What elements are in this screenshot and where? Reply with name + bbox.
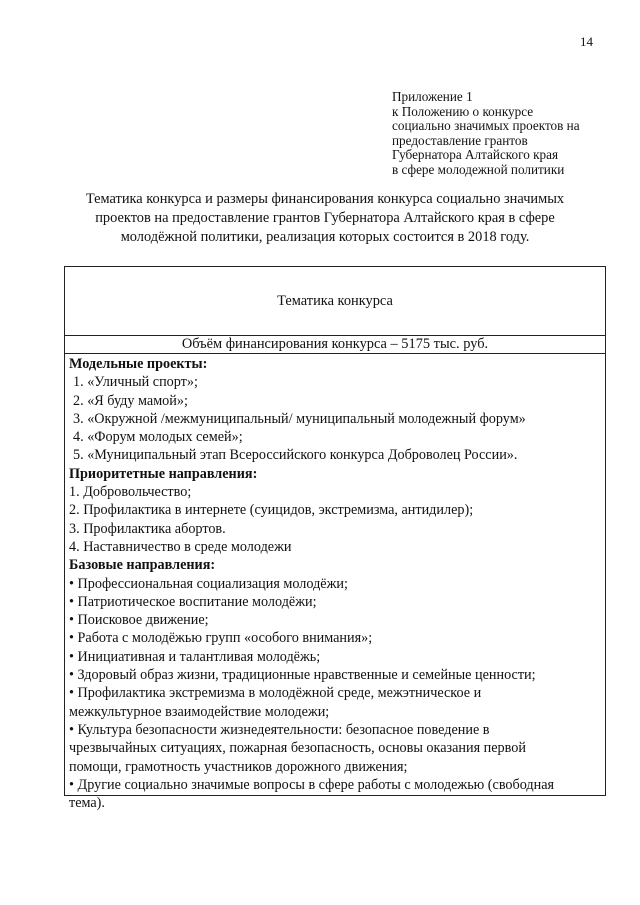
list-item: • Профилактика экстремизма в молодёжной среде, межэтническое и [69,685,482,702]
title-line: проектов на предоставление грантов Губернатора Алтайского края в сфере [95,210,555,226]
list-item: помощи, грамотность участников дорожного движения; [69,758,408,775]
list-item: • Работа с молодёжью групп «особого внимания»; [69,630,373,647]
title-line: Тематика конкурса и размеры финансирования конкурса социально значимых [85,191,565,207]
list-item: чрезвычайных ситуациях, пожарная безопасность, основы оказания первой [69,740,526,757]
appendix-line: Губернатора Алтайского края [392,147,559,163]
appendix-line: Приложение 1 [392,89,473,104]
list-item: 3. «Окружной /межмуниципальный/ муниципальный молодежный форум» [73,410,526,427]
appendix-note [392,90,632,178]
list-item: 4. «Форум молодых семей»; [73,429,243,446]
list-item: • Другие социально значимые вопросы в сфере работы с молодежью (свободная [69,776,555,793]
list-item: 5. «Муниципальный этап Всероссийского конкурса Доброволец России». [73,447,518,464]
table-header [65,267,605,336]
list-item: • Патриотическое воспитание молодёжи; [69,593,317,610]
appendix-line: предоставление грантов [392,132,528,148]
list-item: • Здоровый образ жизни, традиционные нравственные и семейные ценности; [69,667,536,684]
document-title [60,190,590,247]
appendix-line: в сфере молодежной политики [392,161,565,177]
list-item: 2. «Я буду мамой»; [73,392,188,409]
priority-directions-heading: Приоритетные направления: [69,465,258,482]
title-line: молодёжной политики, реализация которых состоится в 2018 году. [120,229,530,245]
page-number: 14 [580,34,593,49]
appendix-line: социально значимых проектов на [392,118,580,134]
list-item: тема). [69,795,105,812]
topics-table [64,266,606,812]
list-item: • Культура безопасности жизнедеятельности: безопасное поведение в [69,721,490,738]
list-item: 1. «Уличный спорт»; [73,374,198,391]
list-item: 3. Профилактика абортов. [69,520,226,537]
list-item: межкультурное взаимодействие молодежи; [69,703,330,720]
list-item: • Поисковое движение; [69,612,209,629]
list-item: 1. Добровольчество; [69,484,192,501]
base-directions-heading: Базовые направления: [69,557,216,574]
model-projects-heading: Модельные проекты: [69,356,208,372]
appendix-line: к Положению о конкурсе [392,103,534,119]
table-header-label: Тематика конкурса [277,292,393,309]
list-item: • Инициативная и талантливая молодёжь; [69,648,321,665]
list-item: • Профессиональная социализация молодёжи; [69,575,348,592]
list-item: 4. Наставничество в среде молодежи [69,538,292,555]
list-item: 2. Профилактика в интернете (суицидов, экстремизма, антидилер); [69,502,474,519]
funding-row: Объём финансирования конкурса – 5175 тыс. руб. [65,335,605,354]
table-content [69,355,601,812]
